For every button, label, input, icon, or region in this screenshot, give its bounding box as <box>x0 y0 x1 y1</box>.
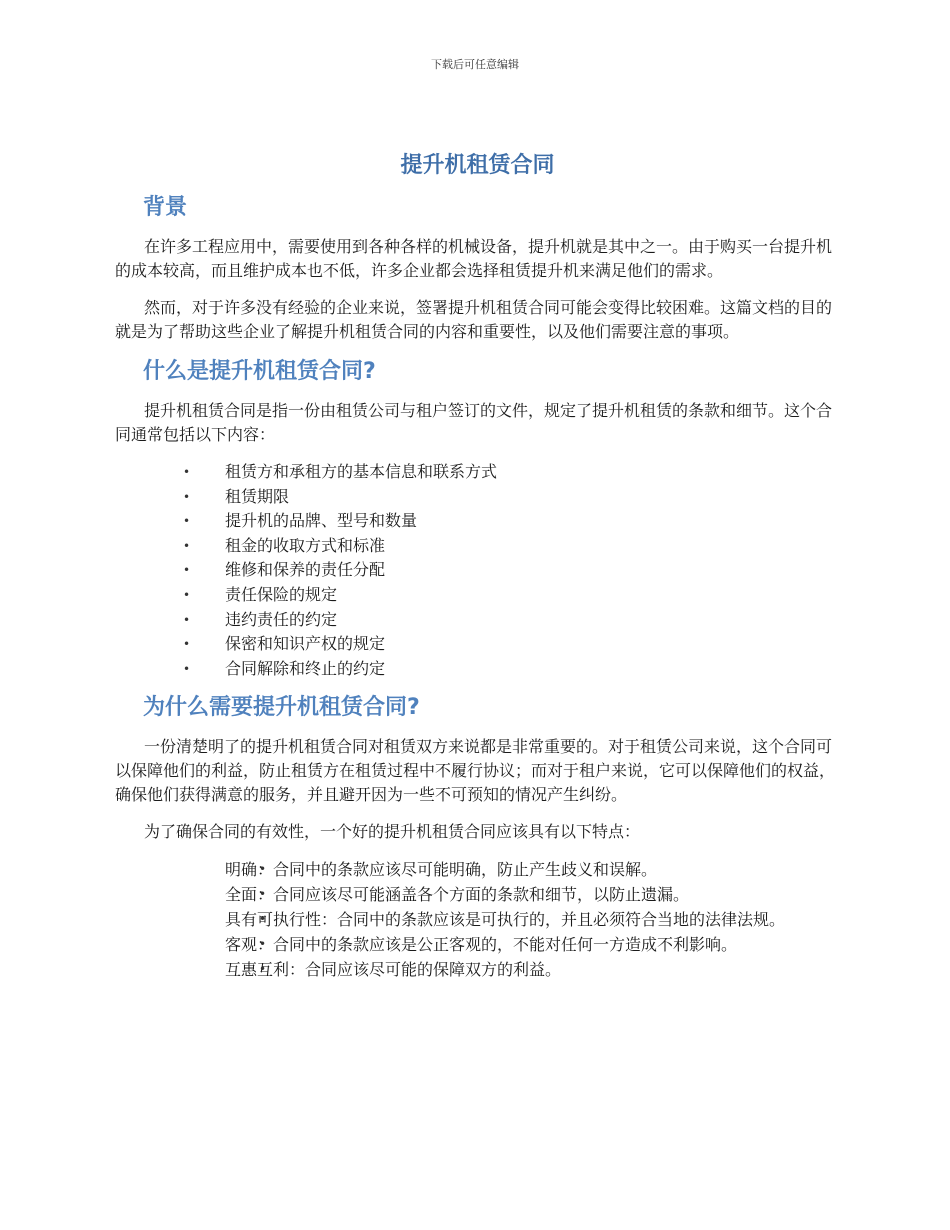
document-title: 提升机租赁合同 <box>400 153 555 178</box>
header-note: 下载后可任意编辑 <box>431 58 519 71</box>
list-item: • 全面：合同应该尽可能涵盖各个方面的条款和细节，以防止遗漏。 <box>115 882 840 907</box>
document-body <box>115 148 840 994</box>
list-item: • 责任保险的规定 <box>115 583 840 608</box>
list-item: • 租赁期限 <box>115 485 840 510</box>
list-item: • 具有可执行性：合同中的条款应该是可执行的，并且必须符合当地的法律法规。 <box>115 907 840 932</box>
section-heading-why: 为什么需要提升机租赁合同? <box>143 695 420 721</box>
list-item: • 合同解除和终止的约定 <box>115 657 840 682</box>
paragraph: 提升机租赁合同是指一份由租赁公司与租户签订的文件，规定了提升机租赁的条款和细节。这个合同通常包括以下内容： <box>115 401 833 444</box>
list-item: • 明确：合同中的条款应该尽可能明确，防止产生歧义和误解。 <box>115 857 840 882</box>
section-heading-background: 背景 <box>143 195 188 220</box>
paragraph: 为了确保合同的有效性，一个好的提升机租赁合同应该具有以下特点： <box>144 822 641 842</box>
paragraph: 然而，对于许多没有经验的企业来说，签署提升机租赁合同可能会变得比较困难。这篇文档的目的就是为了帮助这些企业了解提升机租赁合同的内容和重要性，以及他们需要注意的事项。 <box>115 298 833 341</box>
list-item: • 客观：合同中的条款应该是公正客观的，不能对任何一方造成不利影响。 <box>115 932 840 957</box>
list-item: • 违约责任的约定 <box>115 608 840 633</box>
features-list <box>115 857 840 982</box>
list-item: • 保密和知识产权的规定 <box>115 632 840 657</box>
list-item: • 提升机的品牌、型号和数量 <box>115 509 840 534</box>
list-item: • 互惠互利：合同应该尽可能的保障双方的利益。 <box>115 957 840 982</box>
list-item: • 租金的收取方式和标准 <box>115 534 840 559</box>
list-item: • 租赁方和承租方的基本信息和联系方式 <box>115 460 840 485</box>
list-item: • 维修和保养的责任分配 <box>115 558 840 583</box>
paragraph: 在许多工程应用中，需要使用到各种各样的机械设备，提升机就是其中之一。由于购买一台提升机的成本较高，而且维护成本也不低，许多企业都会选择租赁提升机来满足他们的需求。 <box>115 237 833 280</box>
contents-list <box>115 460 840 681</box>
section-heading-what: 什么是提升机租赁合同? <box>143 359 376 384</box>
paragraph: 一份清楚明了的提升机租赁合同对租赁双方来说都是非常重要的。对于租赁公司来说，这个合同可以保障他们的利益，防止租赁方在租赁过程中不履行协议；而对于租户来说，它可以保障他们的权益，确保他们获得满意的服务，并且避开因为一些不可预知的情况产生纠纷。 <box>115 737 836 805</box>
